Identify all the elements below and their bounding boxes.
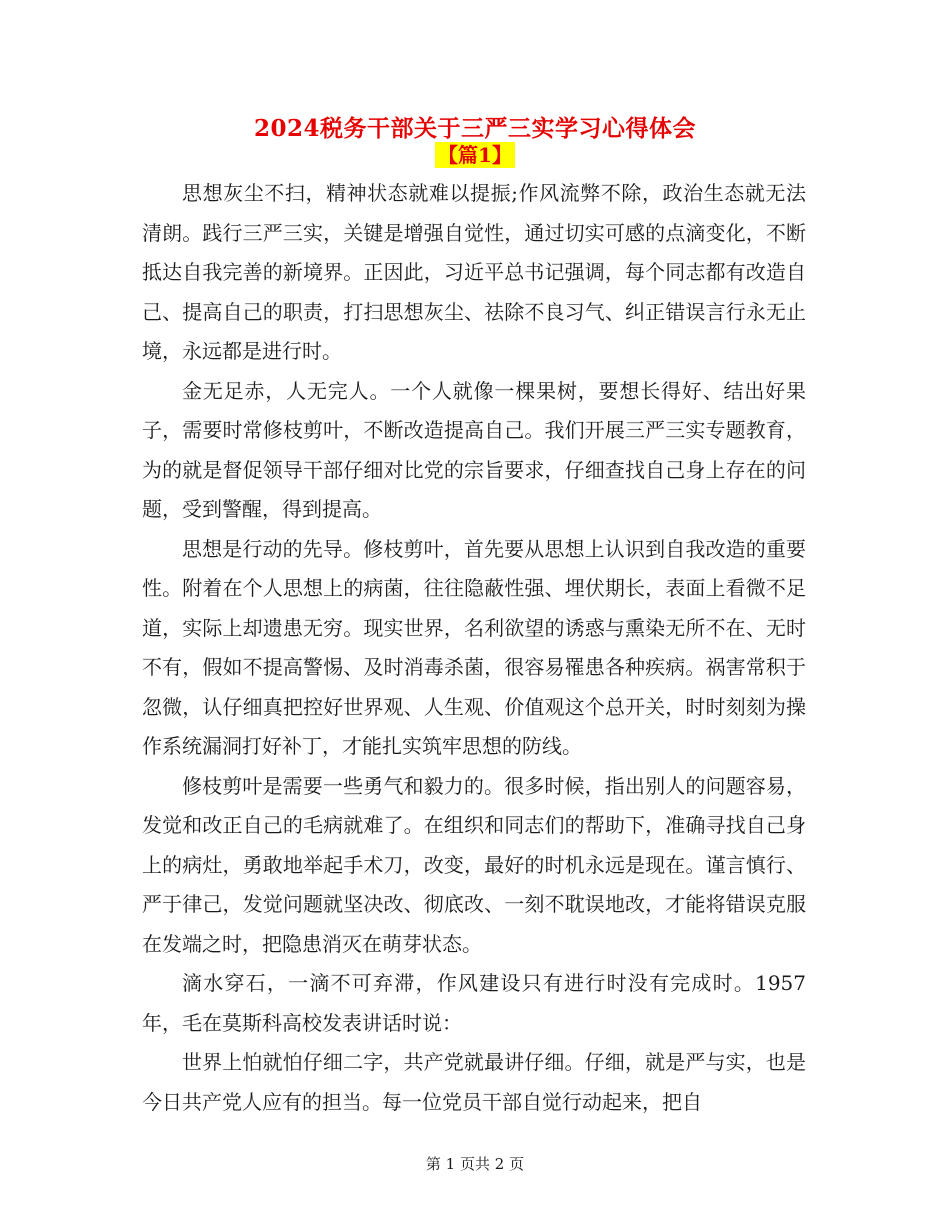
paragraph-1: 思想灰尘不扫，精神状态就难以提振;作风流弊不除，政治生态就无法清朗。践行三严三实，关键是增强自觉性，通过切实可感的点滴变化，不断抵达自我完善的新境界。正因此，习近平总书记强调，每个同志都有改造自己、提高自己的职责，打扫思想灰尘、祛除不良习气、纠正错误言行永无止境，永远都是进行时。 xyxy=(142,181,806,363)
paragraph-5: 滴水穿石，一滴不可弃滞，作风建设只有进行时没有完成时。1957年，毛在莫斯科高校发表讲话时说： xyxy=(142,971,806,1035)
paragraph-6: 世界上怕就怕仔细二字，共产党就最讲仔细。仔细，就是严与实，也是今日共产党人应有的担当。每一位党员干部自觉行动起来，把自 xyxy=(142,1050,806,1114)
paragraph-2: 金无足赤，人无完人。一个人就像一棵果树，要想长得好、结出好果子，需要时常修枝剪叶，不断改造提高自己。我们开展三严三实专题教育，为的就是督促领导干部仔细对比党的宗旨要求，仔细查找自己身上存在的问题，受到警醒，得到提高。 xyxy=(142,378,806,521)
document-body xyxy=(142,174,806,1122)
section-tag-label: 【篇1】 xyxy=(435,142,515,168)
section-tag xyxy=(0,142,950,170)
paragraph-4: 修枝剪叶是需要一些勇气和毅力的。很多时候，指出别人的问题容易，发觉和改正自己的毛病就难了。在组织和同志们的帮助下，准确寻找自己身上的病灶，勇敢地举起手术刀，改变，最好的时机永远是现在。谨言慎行、严于律己，发觉问题就坚决改、彻底改、一刻不耽误地改，才能将错误克服在发端之时，把隐患消灭在萌芽状态。 xyxy=(142,773,806,956)
document-title: 2024税务干部关于三严三实学习心得体会 xyxy=(253,115,696,142)
page-footer: 第 1 页共 2 页 xyxy=(425,1155,525,1173)
paragraph-3: 思想是行动的先导。修枝剪叶，首先要从思想上认识到自我改造的重要性。附着在个人思想上的病菌，往往隐蔽性强、埋伏期长，表面上看微不足道，实际上却遗患无穷。现实世界，名利欲望的诱惑与熏染无所不在、无时不有，假如不提高警惕、及时消毒杀菌，很容易罹患各种疾病。祸害常积于忽微，认仔细真把控好世界观、人生观、价值观这个总开关，时时刻刻为操作系统漏洞打好补丁，才能扎实筑牢思想的防线。 xyxy=(142,536,806,758)
